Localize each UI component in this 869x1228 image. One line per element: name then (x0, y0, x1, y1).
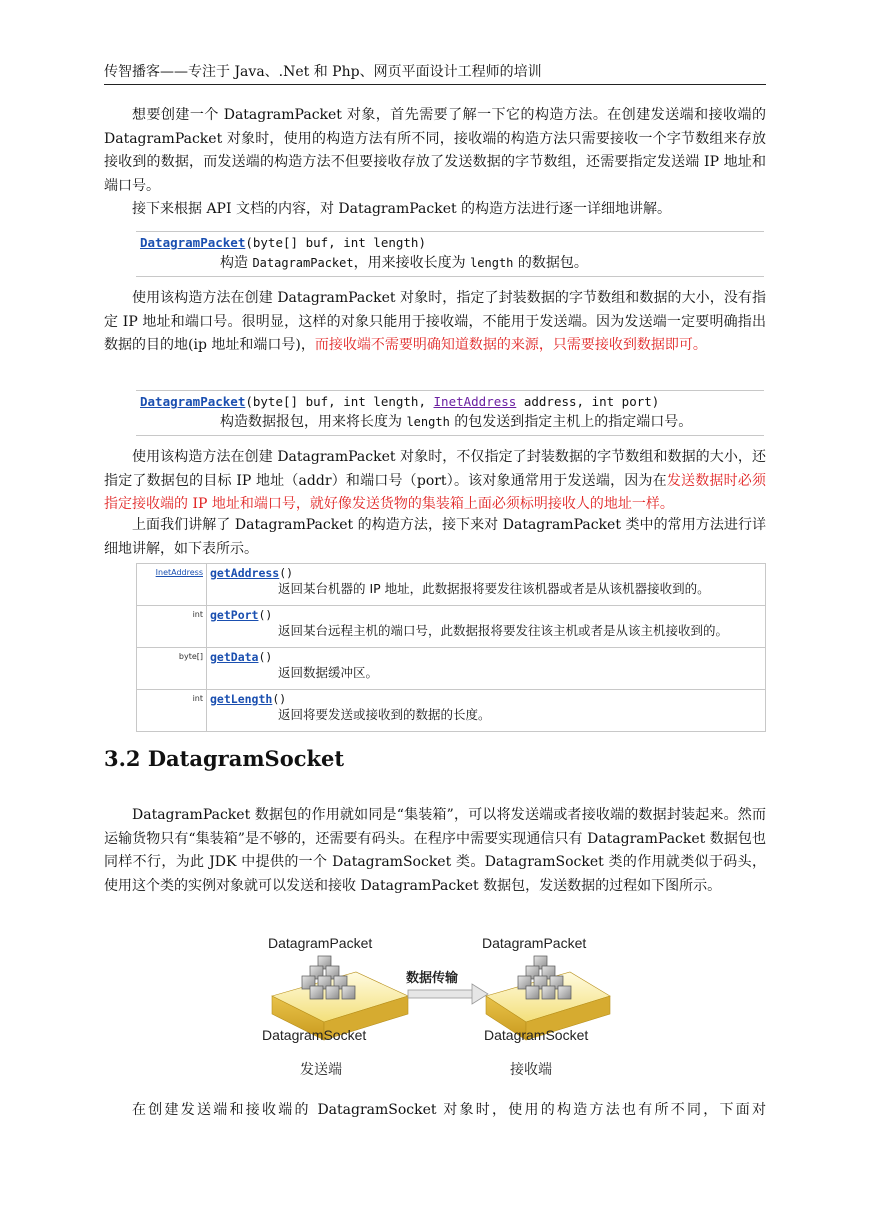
constructor-send-box (136, 390, 764, 436)
inetaddress-link[interactable]: InetAddress (433, 394, 517, 409)
receiver-packet-label: DatagramPacket (482, 935, 587, 951)
receiver-socket-label: DatagramSocket (484, 1027, 589, 1043)
sender-caption: 发送端 (300, 1062, 342, 1078)
constructor-receive-signature: DatagramPacket(byte[] buf, int length) (140, 235, 426, 250)
table-row: byte[] getData() 返回数据缓冲区。 (137, 648, 766, 690)
receiver-caption: 接收端 (510, 1062, 552, 1078)
paragraph-receive-explain: 使用该构造方法在创建 DatagramPacket 对象时，指定了封装数据的字节数组和数据的大小，没有指定 IP 地址和端口号。很明显，这样的对象只能用于接收端，不能用于发送端。因为发送端一定要明确指出数据的目的地(ip 地址和端口号)，而接收端不需要明确知道数据的来源，只需要接收到数据即可。 (104, 290, 766, 353)
method-getaddress-link[interactable]: getAddress (210, 566, 280, 580)
transfer-arrow-icon (408, 984, 488, 1004)
paragraph-api-intro: 接下来根据 API 文档的内容，对 DatagramPacket 的构造方法进行逐一详细地讲解。 (132, 201, 672, 217)
table-row: int getLength() 返回将要发送或接收到的数据的长度。 (137, 690, 766, 732)
paragraph-send-explain: 使用该构造方法在创建 DatagramPacket 对象时，不仅指定了封装数据的字节数组和数据的大小，还指定了数据包的目标 IP 地址（addr）和端口号（port）。该对象通常用于发送端，因为在发送数据时必须指定接收端的 IP 地址和端口号，就好像发送货物的集装箱上面必须标明接收人的地址一样。 (104, 449, 766, 512)
return-type-link[interactable]: InetAddress (155, 568, 203, 577)
method-getdata-link[interactable]: getData (210, 650, 259, 664)
packet-cubes-icon (518, 956, 571, 999)
constructor-receive-box (136, 231, 764, 277)
constructor-send-link[interactable]: DatagramPacket (140, 394, 246, 409)
page-header: 传智播客——专注于 Java、.Net 和 Php、网页平面设计工程师的培训 (104, 64, 542, 80)
section-title: 3.2 DatagramSocket (104, 746, 345, 771)
header-divider (104, 84, 766, 85)
table-row: InetAddress getAddress() 返回某台机器的 IP 地址，此数据报将要发往该机器或者是从该机器接收到的。 (137, 564, 766, 606)
method-description: 返回将要发送或接收到的数据的长度。 (278, 707, 491, 722)
sender-socket-label: DatagramSocket (262, 1027, 367, 1043)
paragraph-datagramsocket-intro: DatagramPacket 数据包的作用就如同是“集装箱”，可以将发送端或者接收端的数据封装起来。然而运输货物只有“集装箱”是不够的，还需要有码头。在程序中需要实现通信只有 DatagramPacket 数据包也同样不行，为此 JDK 中提供的一个 DatagramSocket 类。DatagramSocket 类的作用就类似于码头，使用这个类的实例对象就可以发送和接收 DatagramPacket 数据包，发送数据的过程如下图所示。 (104, 807, 766, 894)
constructor-send-signature: DatagramPacket(byte[] buf, int length, InetAddress address, int port) (140, 394, 660, 409)
method-description: 返回数据缓冲区。 (278, 665, 379, 680)
paragraph-intro: 想要创建一个 DatagramPacket 对象，首先需要了解一下它的构造方法。在创建发送端和接收端的 DatagramPacket 对象时，使用的构造方法有所不同，接收端的构造方法只需要接收一个字节数组来存放接收到的数据，而发送端的构造方法不但要接收存放了发送数据的字节数组，还需要指定发送端 IP 地址和端口号。 (104, 107, 766, 194)
constructor-receive-desc: 构造 DatagramPacket，用来接收长度为 length 的数据包。 (220, 255, 588, 271)
packet-cubes-icon (302, 956, 355, 999)
methods-table (136, 563, 766, 732)
return-type: int (137, 690, 207, 732)
arrow-label: 数据传输 (406, 971, 459, 986)
paragraph-methods-intro: 上面我们讲解了 DatagramPacket 的构造方法，接下来对 DatagramPacket 类中的常用方法进行详细地讲解，如下表所示。 (104, 517, 766, 557)
method-description: 返回某台远程主机的端口号，此数据报将要发往该主机或者是从该主机接收到的。 (278, 623, 729, 638)
method-description: 返回某台机器的 IP 地址，此数据报将要发往该机器或者是从该机器接收到的。 (278, 581, 710, 596)
data-transfer-diagram (258, 930, 618, 1080)
return-type: int (137, 606, 207, 648)
constructor-receive-link[interactable]: DatagramPacket (140, 235, 246, 250)
method-getlength-link[interactable]: getLength (210, 692, 273, 706)
sender-packet-label: DatagramPacket (268, 935, 373, 951)
paragraph-socket-constructors: 在创建发送端和接收端的 DatagramSocket 对象时，使用的构造方法也有所不同，下面对 (132, 1102, 766, 1118)
return-type: byte[] (137, 648, 207, 690)
method-getport-link[interactable]: getPort (210, 608, 259, 622)
constructor-send-desc: 构造数据报包，用来将长度为 length 的包发送到指定主机上的指定端口号。 (220, 414, 693, 430)
table-row: int getPort() 返回某台远程主机的端口号，此数据报将要发往该主机或者是从该主机接收到的。 (137, 606, 766, 648)
